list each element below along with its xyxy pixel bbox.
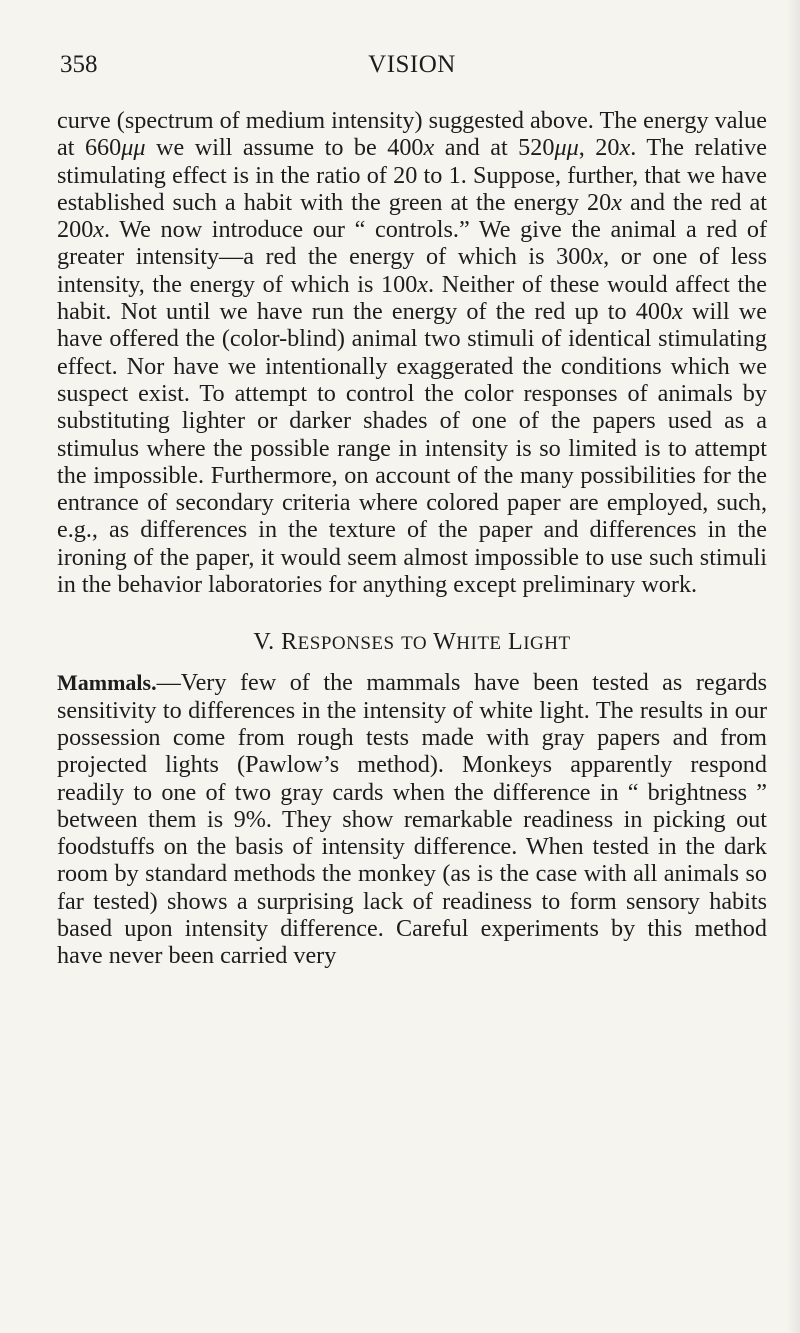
energy-variable: x: [611, 188, 622, 216]
text-run: . Neither of these would affect the habit. Not until we have run the energy of the red up to 400: [57, 270, 767, 326]
energy-variable: x: [93, 216, 105, 244]
heading-initial: W: [433, 629, 457, 656]
unit-millimicron: μμ: [554, 134, 579, 162]
text-run: curve (spectrum of medium intensity) suggested above. The energy value at 660: [57, 107, 767, 162]
energy-variable: x: [423, 134, 435, 162]
energy-variable: x: [592, 243, 604, 271]
running-head: [57, 50, 767, 80]
heading-smallcaps: ESPONSES: [297, 633, 395, 655]
section-heading: [57, 627, 767, 659]
energy-variable: x: [619, 134, 631, 162]
paragraph-lead-label: Mammals.: [57, 670, 157, 696]
heading-smallcaps: HITE: [456, 633, 502, 655]
page-edge-shadow: [786, 0, 800, 1333]
heading-initial: R: [281, 629, 298, 656]
text-run: , or one of less intensity, the energy of which is 100: [57, 243, 767, 298]
energy-variable: x: [672, 298, 683, 326]
unit-millimicron: μμ: [121, 134, 146, 162]
text-run: we will assume to be 400: [145, 134, 424, 162]
page-number: 358: [60, 51, 98, 78]
energy-variable: x: [417, 270, 429, 298]
heading-initial: L: [508, 629, 524, 656]
paragraph-mammals: [57, 669, 767, 969]
text-run: and the red at 200: [57, 188, 767, 244]
heading-smallcaps: TO: [401, 633, 428, 655]
paragraph-spectrum-intensity: [57, 107, 767, 598]
heading-smallcaps: IGHT: [523, 633, 571, 655]
text-run: and at 520: [434, 134, 555, 162]
text-run: . We now introduce our “ controls.” We give the animal a red of greater intensity—a red the energy of which is 300: [57, 216, 767, 271]
text-run: . The relative stimulating effect is in the ratio of 20 to 1. Suppose, further, that we have established such a habit with the green at the energy 20: [57, 134, 767, 216]
text-run: , 20: [578, 134, 620, 162]
body-text: [57, 107, 767, 970]
section-numeral: V.: [253, 629, 275, 656]
running-title: VISION: [368, 51, 456, 78]
text-run: —Very few of the mammals have been tested as regards sensitivity to differences in the intensity of white light. The results in our possession come from rough tests made with gray papers and from projected lights (Pawlow’s method). Monkeys apparently respond readily to one of two gray cards when the difference in “ brightness ” between them is 9%. They show remarkable readiness in picking out foodstuffs on the basis of intensity difference. When tested in the dark room by standard methods the monkey (as is the case with all animals so far tested) shows a surprising lack of readiness to form sensory habits based upon intensity difference. Careful experiments by this method have never been carried very: [57, 669, 767, 970]
text-run: will we have offered the (color-blind) animal two stimuli of identical stimulating effect. Nor have we intentionally exaggerated the conditions which we suspect exist. To attempt to control the color responses of animals by substituting lighter or darker shades of one of the papers used as a stimulus where the possible range in intensity is so limited is to attempt the impossible. Furthermore, on account of the many possibilities for the entrance of secondary criteria where colored paper are employed, such, e.g., as differences in the texture of the paper and differences in the ironing of the paper, it would seem almost impossible to use such stimuli in the behavior laboratories for anything except preliminary work.: [57, 298, 767, 599]
